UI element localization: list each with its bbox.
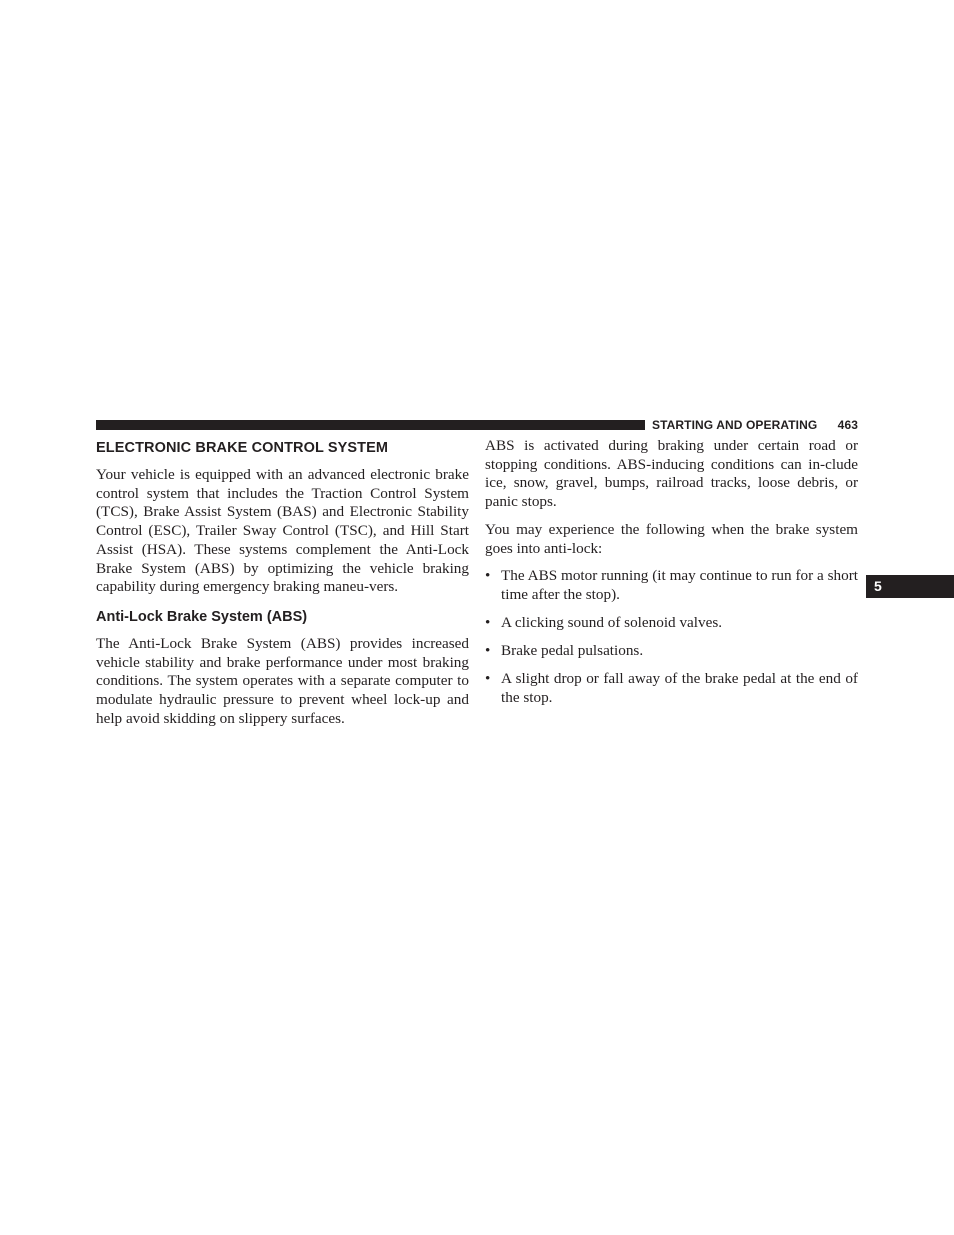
chapter-tab-number: 5 (874, 578, 882, 594)
header-rule (96, 420, 645, 430)
bullet-icon: • (485, 669, 491, 687)
abs-activation-paragraph: ABS is activated during braking under certain road or stopping conditions. ABS-inducing conditions can in-clude ice, snow, gravel, bumps, railroad tracks, loose debris, or panic stops. (485, 437, 858, 511)
section-name: STARTING AND OPERATING (652, 418, 818, 432)
intro-paragraph: Your vehicle is equipped with an advanced electronic brake control system that includes the Traction Control System (TCS), Brake Assist System (BAS) and Electronic Stability Control (ESC), Trailer Sway Control (TSC), and Hill Start Assist (HSA). These systems complement the Anti-Lock Brake System (ABS) by optimizing the vehicle braking capability during emergency braking maneu-vers. (96, 466, 469, 596)
list-item-text: A slight drop or fall away of the brake pedal at the end of the stop. (501, 669, 858, 706)
list-item-text: Brake pedal pulsations. (501, 641, 644, 659)
list-item (485, 614, 858, 633)
list-item (485, 567, 858, 604)
list-item-text: A clicking sound of solenoid valves. (501, 613, 723, 631)
running-head (652, 417, 858, 433)
page-number: 463 (837, 418, 858, 432)
abs-paragraph: The Anti-Lock Brake System (ABS) provides increased vehicle stability and brake performance under most braking conditions. The system operates with a separate computer to modulate hydraulic pressure to prevent wheel lock-up and help avoid skidding on slippery surfaces. (96, 634, 469, 727)
bullet-icon: • (485, 613, 491, 631)
section-title: ELECTRONIC BRAKE CONTROL SYSTEM (96, 440, 389, 456)
list-item-text: The ABS motor running (it may continue to run for a short time after the stop). (501, 567, 858, 603)
left-column (96, 437, 469, 728)
bullet-icon: • (485, 641, 491, 659)
bullet-icon: • (485, 567, 491, 585)
list-item (485, 670, 858, 707)
anti-lock-symptom-list (485, 567, 858, 707)
subsection-title: Anti-Lock Brake System (ABS) (96, 608, 308, 625)
chapter-tab (866, 575, 954, 598)
right-column (485, 437, 858, 717)
anti-lock-intro-paragraph: You may experience the following when the brake system goes into anti-lock: (485, 520, 858, 557)
list-item (485, 642, 858, 661)
